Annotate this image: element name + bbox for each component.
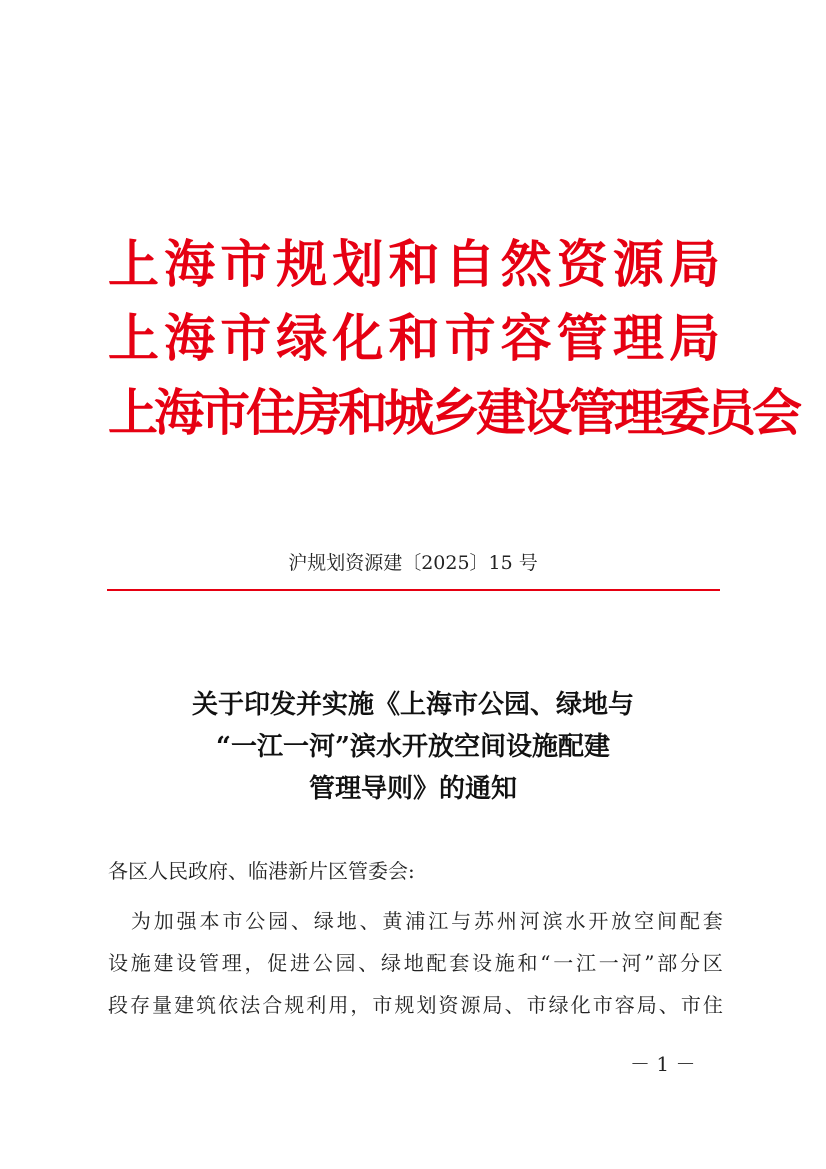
glyph: 强 bbox=[176, 909, 197, 933]
glyph: 市 bbox=[592, 993, 613, 1017]
glyph: 容 bbox=[500, 309, 552, 369]
glyph: 公 bbox=[245, 909, 266, 933]
glyph: 设 bbox=[522, 383, 568, 442]
glyph: ， bbox=[244, 951, 265, 975]
glyph: 浦 bbox=[405, 909, 426, 933]
red-divider bbox=[107, 589, 720, 591]
glyph: “ bbox=[540, 951, 551, 975]
glyph: 管 bbox=[556, 309, 608, 369]
glyph: 源 bbox=[612, 235, 664, 295]
glyph: 局 bbox=[482, 993, 503, 1017]
glyph: 加 bbox=[153, 909, 174, 933]
glyph: 放 bbox=[611, 909, 632, 933]
glyph: 促 bbox=[267, 951, 288, 975]
glyph: 建 bbox=[476, 383, 522, 442]
glyph: 市 bbox=[200, 383, 246, 442]
glyph: 城 bbox=[384, 383, 430, 442]
glyph: 施 bbox=[130, 951, 151, 975]
glyph: 局 bbox=[668, 235, 720, 295]
glyph: 海 bbox=[164, 235, 216, 295]
glyph: 段 bbox=[108, 993, 128, 1017]
glyph: 设 bbox=[472, 951, 492, 975]
glyph: 河 bbox=[621, 951, 642, 975]
glyph: 水 bbox=[565, 909, 586, 933]
glyph: 规 bbox=[284, 993, 305, 1017]
glyph: 划 bbox=[416, 993, 437, 1017]
glyph: 江 bbox=[575, 951, 596, 975]
glyph: 依 bbox=[218, 993, 239, 1017]
glyph: 和 bbox=[517, 951, 538, 975]
glyph: 州 bbox=[496, 909, 517, 933]
document-number: 沪规划资源建〔2025〕15 号 bbox=[288, 552, 538, 574]
document-title bbox=[0, 684, 826, 810]
glyph: 与 bbox=[451, 909, 472, 933]
glyph: 园 bbox=[335, 951, 356, 975]
glyph: 建 bbox=[153, 951, 174, 975]
glyph: 资 bbox=[556, 235, 608, 295]
glyph: 管 bbox=[568, 383, 614, 442]
glyph: 黄 bbox=[382, 909, 403, 933]
glyph: 为 bbox=[130, 909, 151, 933]
glyph: 和 bbox=[388, 309, 440, 369]
glyph: 套 bbox=[449, 951, 470, 975]
glyph: 委 bbox=[660, 383, 706, 442]
glyph: ， bbox=[350, 993, 371, 1017]
glyph: 合 bbox=[262, 993, 283, 1017]
title-line-2: “一江一河”滨水开放空间设施配建 bbox=[216, 732, 610, 762]
glyph: 理 bbox=[614, 383, 660, 442]
glyph: 部 bbox=[657, 951, 678, 975]
glyph: 一 bbox=[553, 951, 574, 975]
glyph: 间 bbox=[657, 909, 677, 933]
glyph: 市 bbox=[220, 235, 272, 295]
glyph: 、 bbox=[358, 951, 379, 975]
glyph: 市 bbox=[222, 909, 243, 933]
glyph: 理 bbox=[221, 951, 242, 975]
glyph: 市 bbox=[444, 309, 496, 369]
glyph: 进 bbox=[290, 951, 310, 975]
glyph: 局 bbox=[668, 309, 720, 369]
glyph: 空 bbox=[634, 909, 655, 933]
glyph: 设 bbox=[176, 951, 197, 975]
glyph: 园 bbox=[268, 909, 289, 933]
glyph: 配 bbox=[426, 951, 447, 975]
glyph: 房 bbox=[292, 383, 338, 442]
glyph: 存 bbox=[130, 993, 151, 1017]
glyph: 、 bbox=[504, 993, 525, 1017]
glyph: ” bbox=[644, 951, 655, 975]
glyph: 然 bbox=[500, 235, 552, 295]
glyph: 规 bbox=[394, 993, 415, 1017]
glyph: 市 bbox=[680, 993, 701, 1017]
glyph: 化 bbox=[332, 309, 384, 369]
glyph: 资 bbox=[438, 993, 459, 1017]
glyph: 、 bbox=[658, 993, 679, 1017]
glyph: 市 bbox=[220, 309, 272, 369]
issuer-line-3 bbox=[108, 376, 798, 450]
glyph bbox=[108, 900, 128, 942]
glyph: 上 bbox=[108, 383, 154, 442]
glyph: 量 bbox=[152, 993, 173, 1017]
glyph: 施 bbox=[494, 951, 515, 975]
glyph: 上 bbox=[108, 235, 160, 295]
glyph: 和 bbox=[388, 235, 440, 295]
glyph: 员 bbox=[706, 383, 752, 442]
glyph: 容 bbox=[614, 993, 635, 1017]
glyph: 法 bbox=[240, 993, 261, 1017]
body-paragraph bbox=[108, 900, 723, 1026]
glyph: 上 bbox=[108, 309, 160, 369]
glyph: 筑 bbox=[196, 993, 217, 1017]
glyph: 江 bbox=[428, 909, 449, 933]
body-line-3 bbox=[108, 984, 723, 1026]
glyph: 、 bbox=[291, 909, 311, 933]
glyph: 绿 bbox=[381, 951, 401, 975]
glyph: 利 bbox=[306, 993, 327, 1017]
glyph: 理 bbox=[612, 309, 664, 369]
addressee: 各区人民政府、临港新片区管委会: bbox=[108, 859, 415, 883]
glyph: 会 bbox=[752, 383, 798, 442]
glyph: 绿 bbox=[276, 309, 328, 369]
glyph: 一 bbox=[598, 951, 619, 975]
glyph: 区 bbox=[702, 951, 723, 975]
glyph: 地 bbox=[403, 951, 424, 975]
title-line-1: 关于印发并实施《上海市公园、绿地与 bbox=[191, 690, 634, 720]
glyph: 和 bbox=[338, 383, 384, 442]
glyph: 用 bbox=[328, 993, 349, 1017]
glyph: 源 bbox=[460, 993, 481, 1017]
glyph: 化 bbox=[570, 993, 591, 1017]
glyph: 地 bbox=[336, 909, 357, 933]
glyph: 苏 bbox=[474, 909, 494, 933]
glyph: 本 bbox=[199, 909, 220, 933]
glyph: 公 bbox=[312, 951, 333, 975]
glyph: 、 bbox=[359, 909, 380, 933]
issuer-line-2 bbox=[108, 302, 720, 376]
glyph: 海 bbox=[164, 309, 216, 369]
glyph: 局 bbox=[636, 993, 657, 1017]
glyph: 规 bbox=[276, 235, 328, 295]
glyph: 建 bbox=[174, 993, 195, 1017]
glyph: 绿 bbox=[313, 909, 334, 933]
glyph: 乡 bbox=[430, 383, 476, 442]
glyph: 绿 bbox=[548, 993, 569, 1017]
title-line-3: 管理导则》的通知 bbox=[308, 774, 517, 804]
body-line-2 bbox=[108, 942, 723, 984]
glyph: 管 bbox=[199, 951, 219, 975]
issuer-header bbox=[108, 228, 798, 450]
glyph: 市 bbox=[526, 993, 547, 1017]
glyph: 配 bbox=[679, 909, 700, 933]
glyph: 分 bbox=[679, 951, 700, 975]
glyph: 市 bbox=[372, 993, 393, 1017]
glyph: 海 bbox=[154, 383, 200, 442]
glyph: 自 bbox=[444, 235, 496, 295]
body-line-1 bbox=[108, 900, 723, 942]
glyph: 套 bbox=[702, 909, 723, 933]
page-number: － 1 － bbox=[630, 1052, 696, 1076]
glyph: 开 bbox=[588, 909, 609, 933]
glyph: 住 bbox=[246, 383, 292, 442]
glyph: 设 bbox=[108, 951, 128, 975]
issuer-line-1 bbox=[108, 228, 720, 302]
glyph: 住 bbox=[702, 993, 723, 1017]
glyph: 河 bbox=[519, 909, 540, 933]
glyph: 划 bbox=[332, 235, 384, 295]
glyph: 滨 bbox=[542, 909, 563, 933]
